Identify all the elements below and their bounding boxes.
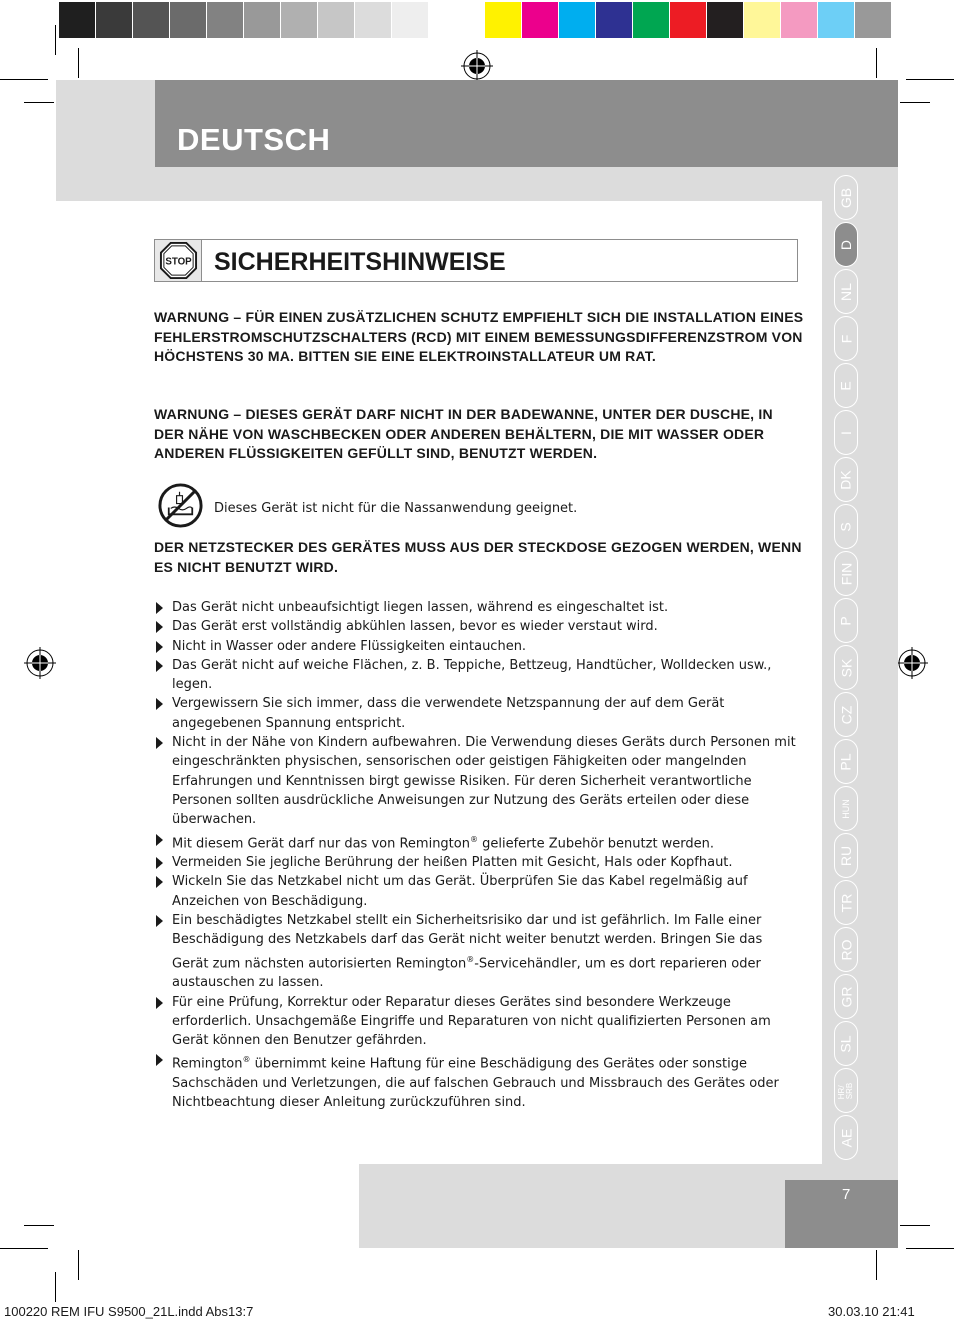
language-tab-pl[interactable] (834, 739, 858, 784)
crop-mark (55, 25, 56, 55)
language-tab-label: RU (837, 845, 854, 866)
language-tab-nl[interactable] (834, 269, 858, 314)
color-bar-grayscale (59, 2, 466, 38)
crop-mark (900, 102, 930, 103)
warning-unplug: DER NETZSTECKER DES GERÄTES MUSS AUS DER STECKDOSE GEZOGEN WERDEN, WENN ES NICHT BENUTZT WIRD. (154, 539, 802, 575)
language-tab-label: GB (837, 187, 854, 208)
color-swatch (318, 2, 354, 38)
crop-mark (78, 1250, 79, 1280)
warning-water: WARNUNG – DIESES GERÄT DARF NICHT IN DER BADEWANNE, UNTER DER DUSCHE, IN DER NÄHE VON WASCHBECKEN ODER ANDEREN BEHÄLTERN, DIE MIT WASSER ODER ANDEREN FLÜSSIGKEITEN GEFÜLLT SIND, BENUTZT WERDEN. (154, 406, 773, 461)
color-swatch (355, 2, 391, 38)
no-wet-use-note: Dieses Gerät ist nicht für die Nassanwendung geeignet. (214, 501, 578, 516)
list-item: Wickeln Sie das Netzkabel nicht um das Gerät. Überprüfen Sie das Kabel regelmäßig auf Anzeichen von Beschädigung. (154, 872, 802, 911)
page-number-box (785, 1180, 898, 1248)
language-tab-label: TR (837, 893, 854, 912)
crop-mark (55, 1272, 56, 1302)
registration-mark-icon (461, 50, 493, 82)
registration-mark-icon (24, 647, 56, 679)
list-item: Nicht in Wasser oder andere Flüssigkeiten eintauchen. (154, 637, 802, 656)
language-tab-label: FIN (838, 562, 854, 585)
stop-sign-icon (159, 241, 198, 280)
language-tab-e[interactable] (834, 363, 858, 408)
language-tab-label: E (838, 380, 854, 391)
crop-mark (900, 1225, 930, 1226)
language-tab-p[interactable] (834, 598, 858, 643)
section-header (154, 239, 798, 282)
title-bar (155, 80, 898, 167)
language-tab-f[interactable] (834, 316, 858, 361)
color-swatch (133, 2, 169, 38)
language-tab-i[interactable] (834, 410, 858, 455)
registration-mark-icon (896, 647, 928, 679)
date-slug: 30.03.10 21:41 (828, 1304, 915, 1319)
color-swatch (855, 2, 891, 38)
language-tab-label: D (838, 239, 854, 250)
color-swatch (281, 2, 317, 38)
language-tab-sl[interactable] (834, 1021, 858, 1066)
color-swatch (96, 2, 132, 38)
page-title: DEUTSCH (177, 122, 331, 157)
language-tab-s[interactable] (834, 504, 858, 549)
language-tab-ro[interactable] (834, 927, 858, 972)
color-swatch (429, 2, 465, 38)
language-tab-label: F (838, 334, 854, 343)
crop-mark (0, 79, 48, 80)
color-swatch (244, 2, 280, 38)
language-tab-sk[interactable] (834, 645, 858, 690)
color-swatch (670, 2, 706, 38)
language-tab-cz[interactable] (834, 692, 858, 737)
color-swatch (559, 2, 595, 38)
file-slug: 100220 REM IFU S9500_21L.indd Abs13:7 (4, 1304, 254, 1319)
color-swatch (781, 2, 817, 38)
color-swatch (818, 2, 854, 38)
page-number: 7 (842, 1186, 851, 1203)
color-swatch (522, 2, 558, 38)
crop-mark (906, 79, 954, 80)
language-tab-d[interactable] (834, 222, 858, 267)
crop-mark (906, 1248, 954, 1249)
list-item: Das Gerät nicht auf weiche Flächen, z. B. Teppiche, Bettzeug, Handtücher, Wolldecken usw., legen. (154, 656, 802, 695)
language-tab-label: I (837, 430, 854, 435)
color-swatch (744, 2, 780, 38)
language-tab-label: PL (838, 752, 854, 771)
language-tab-label: HR/ SRB (836, 1082, 854, 1099)
language-tab-gr[interactable] (834, 974, 858, 1019)
color-swatch (59, 2, 95, 38)
language-tab-dk[interactable] (834, 457, 858, 502)
color-swatch (596, 2, 632, 38)
safety-bullet-list (154, 598, 802, 1113)
language-tab-label: RO (838, 939, 854, 960)
language-tab-tr[interactable] (834, 880, 858, 925)
list-item: Vermeiden Sie jegliche Berührung der heißen Platten mit Gesicht, Hals oder Kopfhaut. (154, 853, 802, 872)
language-tab-label: SL (838, 1034, 854, 1053)
language-tab-label: GR (838, 986, 854, 1007)
list-item: Für eine Prüfung, Korrektur oder Reparatur dieses Gerätes sind besondere Werkzeuge erforderlich. Unsachgemäße Eingriffe und Reparaturen von nicht qualifizierten Personen am Gerät können den Benutzer gefährden. (154, 993, 802, 1051)
list-item: Ein beschädigtes Netzkabel stellt ein Sicherheitsrisiko dar und ist gefährlich. Im Falle einer Beschädigung des Netzkabels darf das Gerät nicht weiter benutzt werden. Bringen Sie das Gerät zum nächsten autorisierten Remington®-Servicehändler, um es dort reparieren oder austauschen zu lassen. (154, 911, 802, 993)
language-tab-ru[interactable] (834, 833, 858, 878)
section-title: SICHERHEITSHINWEISE (214, 248, 506, 276)
list-item: Das Gerät nicht unbeaufsichtigt liegen lassen, während es eingeschaltet ist. (154, 598, 802, 617)
language-tab-ae[interactable] (834, 1115, 858, 1160)
color-swatch (170, 2, 206, 38)
language-sidebar (822, 167, 898, 1164)
crop-mark (78, 48, 79, 78)
language-tab-label: S (838, 521, 854, 532)
language-tab-hrsrb[interactable] (834, 1068, 858, 1113)
language-tab-gb[interactable] (834, 175, 858, 220)
no-wet-use-icon (157, 482, 204, 529)
list-item: Remington® übernimmt keine Haftung für eine Beschädigung des Gerätes oder sonstige Sachschäden und Verletzungen, die auf falschen Gebrauch und Missbrauch des Gerätes oder Nichtbeachtung dieser Anleitung zurückzuführen sind. (154, 1050, 802, 1112)
warning-rcd: WARNUNG – FÜR EINEN ZUSÄTZLICHEN SCHUTZ EMPFIEHLT SICH DIE INSTALLATION EINES FEHLERSTROMSCHUTZSCHALTERS (RCD) MIT EINEM BEMESSUNGSDIFFERENZSTROM VON HÖCHSTENS 30 MA. BITTEN SIE EINE ELEKTROINSTALLATEUR UM RAT. (154, 309, 804, 364)
color-swatch (633, 2, 669, 38)
language-tab-label: AE (838, 1128, 854, 1147)
stop-cell (155, 240, 202, 281)
language-tab-fin[interactable] (834, 551, 858, 596)
crop-mark (0, 1248, 48, 1249)
crop-mark (24, 1225, 54, 1226)
color-swatch (207, 2, 243, 38)
language-tab-label: CZ (837, 705, 854, 724)
crop-mark (876, 1250, 877, 1280)
stop-sign-label: STOP (165, 256, 192, 268)
color-bar-process (485, 2, 892, 38)
language-tab-label: SK (838, 658, 854, 677)
list-item: Mit diesem Gerät darf nur das von Remington® gelieferte Zubehör benutzt werden. (154, 830, 802, 854)
color-swatch (392, 2, 428, 38)
list-item: Das Gerät erst vollständig abkühlen lassen, bevor es wieder verstaut wird. (154, 617, 802, 636)
language-tab-label: DK (837, 469, 854, 490)
color-swatch (707, 2, 743, 38)
color-swatch (485, 2, 521, 38)
language-tab-label: NL (838, 282, 854, 301)
language-tab-label: HUN (841, 798, 851, 819)
language-tab-hun[interactable] (834, 786, 858, 831)
list-item: Nicht in der Nähe von Kindern aufbewahren. Die Verwendung dieses Geräts durch Personen mit eingeschränkten physischen, sensorischen oder geistigen Fähigkeiten oder mangelnden Erfahrungen und Kenntnissen birgt gewisse Risiken. Für deren Sicherheit verantwortliche Personen sollten ausdrückliche Anweisungen zur Nutzung des Geräts erteilen oder diese überwachen. (154, 733, 802, 829)
language-tab-label: P (838, 615, 854, 626)
crop-mark (876, 48, 877, 78)
list-item: Vergewissern Sie sich immer, dass die verwendete Netzspannung der auf dem Gerät angegebenen Spannung entspricht. (154, 694, 802, 733)
crop-mark (24, 102, 54, 103)
